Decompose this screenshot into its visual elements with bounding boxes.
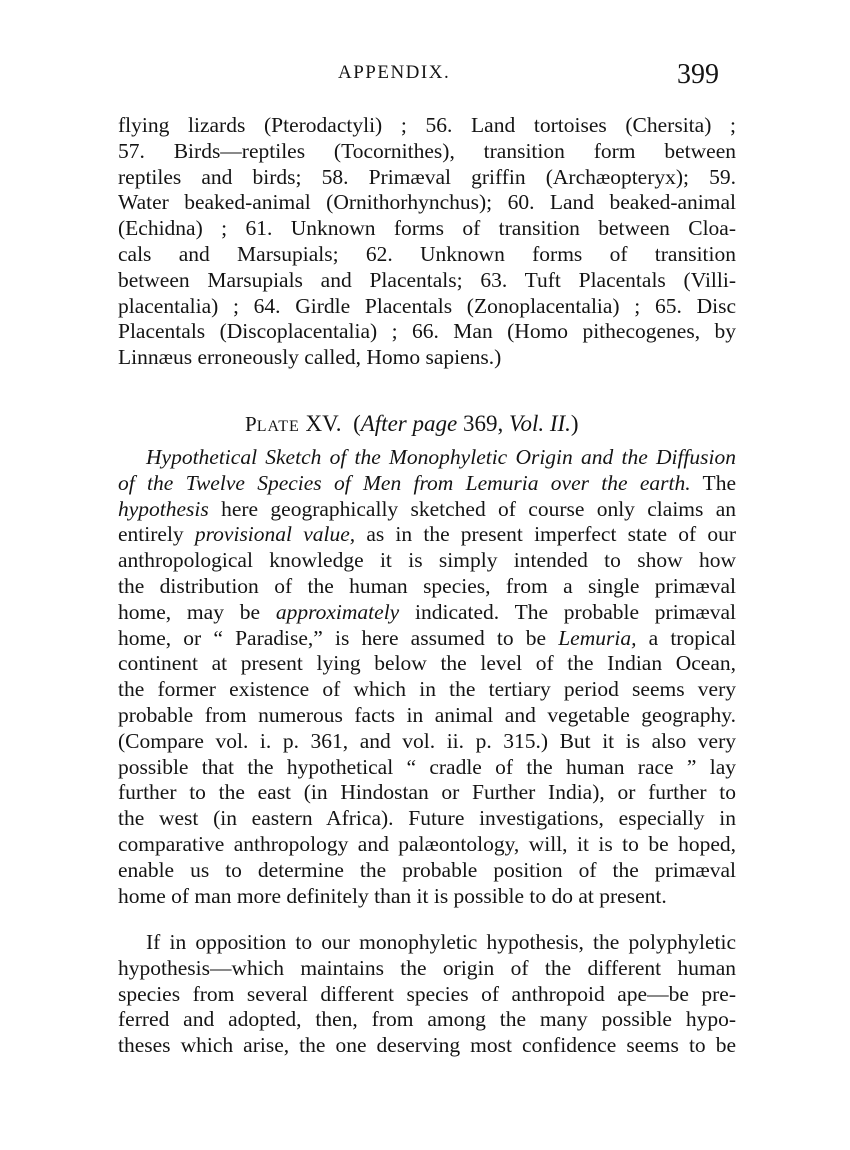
emphasis-approximately: approximately	[275, 599, 400, 624]
text-line: the west (in eastern Africa). Future investigations, especially in	[118, 806, 736, 831]
text-line	[118, 471, 736, 497]
text-span: indicated. The probable primæval	[399, 599, 736, 624]
text-line: hypothesis—which maintains the origin of the different human	[118, 955, 736, 980]
text-line: If in opposition to our monophyletic hypothesis, the polyphyletic	[146, 930, 736, 954]
text-line: cals and Marsupials; 62. Unknown forms of transition	[118, 241, 736, 266]
emphasis-lemuria: Lemuria,	[558, 625, 637, 650]
plate-note-open: (	[353, 411, 361, 436]
plate-note-number: 369,	[457, 411, 509, 436]
plate-note-after-page: After page	[360, 411, 458, 436]
text-line: the distribution of the human species, from a single primæval	[118, 573, 736, 598]
text-line: possible that the hypothetical “ cradle of the human race ” lay	[118, 754, 736, 779]
text-line: the former existence of which in the tertiary period seems very	[118, 677, 736, 702]
text-span: here geographically sketched of course only claims an	[208, 496, 736, 521]
text-line	[118, 600, 736, 626]
text-line: 57. Birds—reptiles (Tocornithes), transition form between	[118, 138, 736, 163]
plate-caption-italic: Hypothetical Sketch of the Monophyletic Origin and the Diffusion	[146, 445, 736, 469]
plate-note-volume: Vol. II.	[508, 411, 571, 436]
plate-heading	[245, 411, 579, 437]
text-span: home, may be	[118, 599, 276, 624]
text-span: as in the present imperfect state of our	[355, 522, 736, 547]
plate-word-rest: LATE	[256, 418, 300, 435]
text-line: flying lizards (Pterodactyli) ; 56. Land tortoises (Chersita) ;	[118, 113, 736, 137]
text-line: (Compare vol. i. p. 361, and vol. ii. p. 315.) But it is also very	[118, 728, 736, 753]
plate-caption-italic: of the Twelve Species of Men from Lemuria over the earth.	[118, 470, 691, 495]
text-line: enable us to determine the probable position of the primæval	[118, 857, 736, 882]
emphasis-hypothesis: hypothesis	[118, 496, 209, 521]
plate-description-paragraph	[118, 445, 736, 909]
text-line: probable from numerous facts in animal and vegetable geography.	[118, 702, 736, 727]
text-line: Water beaked-animal (Ornithorhynchus); 60. Land beaked-animal	[118, 190, 736, 215]
text-line	[118, 445, 736, 471]
text-line: between Marsupials and Placentals; 63. Tuft Placentals (Villi-	[118, 267, 736, 292]
page-number: 399	[677, 59, 719, 90]
text-line: anthropological knowledge it is simply intended to show how	[118, 548, 736, 573]
text-line: Linnæus erroneously called, Homo sapiens.)	[118, 345, 502, 370]
text-span: The	[690, 470, 736, 495]
text-line: continent at present lying below the level of the Indian Ocean,	[118, 651, 736, 676]
text-line: home of man more definitely than it is possible to do at present.	[118, 883, 667, 908]
text-line	[118, 497, 736, 523]
text-line: ferred and adopted, then, from among the many possible hypo-	[118, 1007, 736, 1032]
text-line: theses which arise, the one deserving most confidence seems to be	[118, 1033, 736, 1058]
text-line	[118, 522, 736, 548]
text-line: placentalia) ; 64. Girdle Placentals (Zonoplacentalia) ; 65. Disc	[118, 293, 736, 318]
text-span: a tropical	[636, 625, 736, 650]
running-header: APPENDIX.	[338, 62, 451, 83]
text-line	[118, 626, 736, 652]
emphasis-provisional-value: provisional value,	[194, 522, 356, 547]
continued-list-paragraph	[118, 113, 736, 371]
plate-numeral: XV.	[305, 411, 342, 436]
text-line: further to the east (in Hindostan or Further India), or further to	[118, 780, 736, 805]
text-span: entirely	[118, 522, 195, 547]
text-line: Placentals (Discoplacentalia) ; 66. Man (Homo pithecogenes, by	[118, 319, 736, 344]
text-line: species from several different species of anthropoid ape—be pre-	[118, 981, 736, 1006]
text-line: reptiles and birds; 58. Primæval griffin (Archæopteryx); 59.	[118, 164, 736, 189]
text-line: (Echidna) ; 61. Unknown forms of transition between Cloa-	[118, 216, 736, 241]
plate-note-close: )	[570, 411, 579, 436]
text-line: comparative anthropology and palæontology, will, it is to be hoped,	[118, 831, 736, 856]
polyphyletic-paragraph	[118, 930, 736, 1059]
text-span: home, or “ Paradise,” is here assumed to be	[118, 625, 559, 650]
plate-word-initial: P	[245, 412, 257, 436]
